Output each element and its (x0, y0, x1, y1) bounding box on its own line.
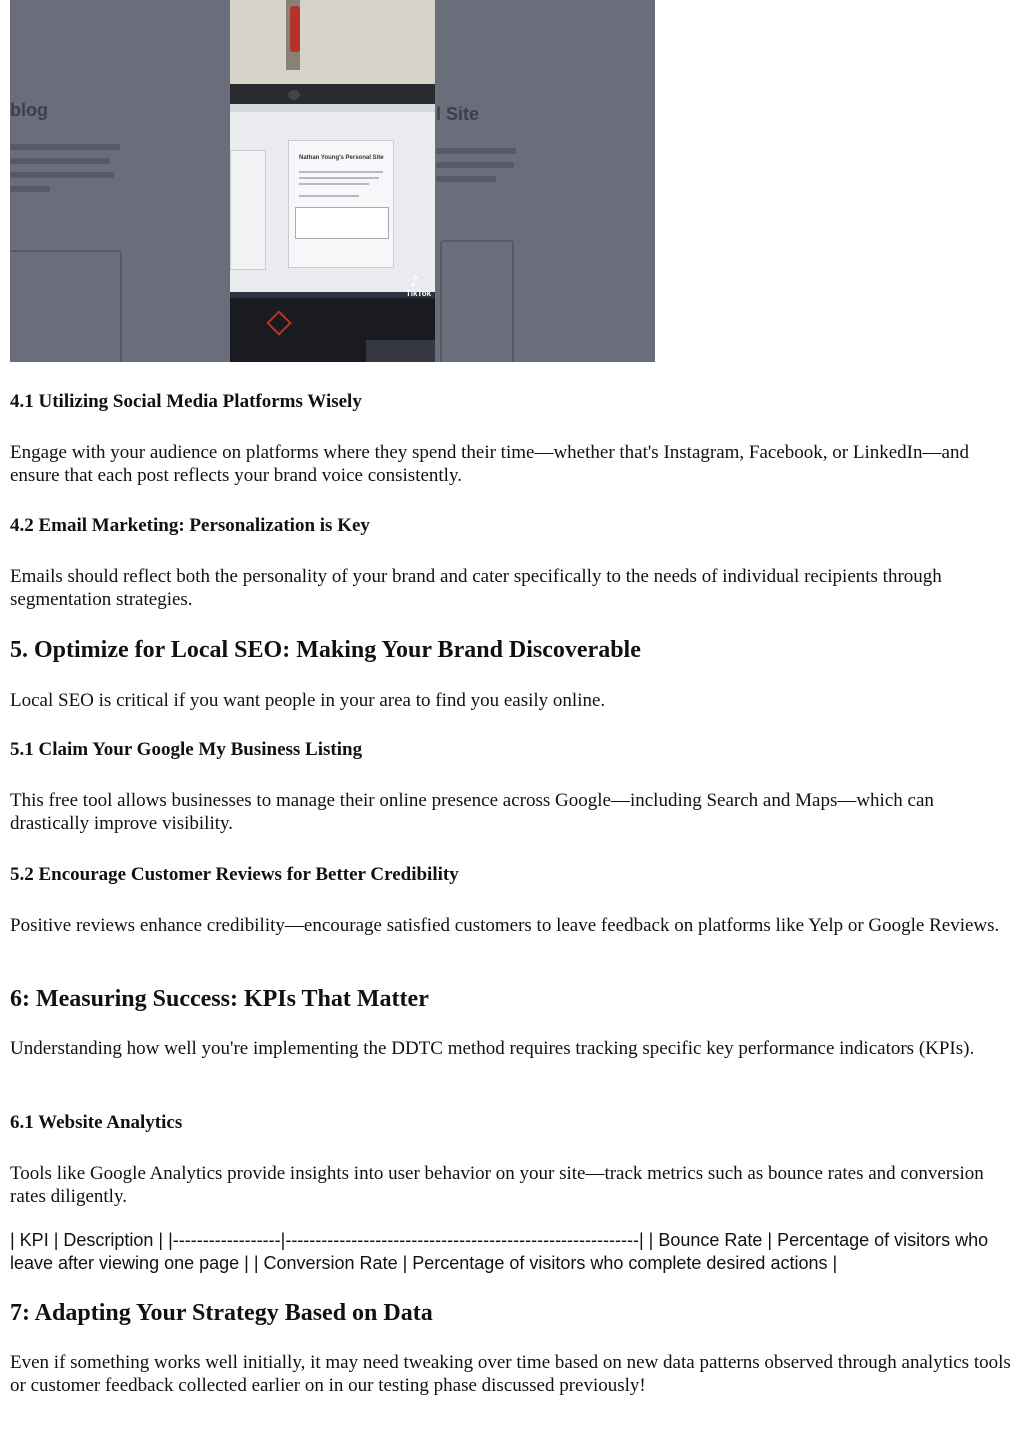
heading-4-1: 4.1 Utilizing Social Media Platforms Wisely (10, 391, 362, 412)
heading-7: 7: Adapting Your Strategy Based on Data (10, 1300, 433, 1326)
screen-site-title: Nathan Young's Personal Site (299, 155, 384, 161)
site-card (288, 140, 394, 268)
card-line (299, 177, 379, 179)
heading-6-1: 6.1 Website Analytics (10, 1112, 183, 1133)
ghost-line (436, 162, 514, 168)
browser-tabbar (230, 104, 435, 112)
ghost-line (10, 186, 50, 192)
heading-4-2: 4.2 Email Marketing: Personalization is Key (10, 515, 370, 536)
heading-5-1: 5.1 Claim Your Google My Business Listing (10, 739, 363, 760)
desk-item (366, 340, 435, 362)
monitor-logo-icon (266, 310, 291, 335)
sidebar-panel (230, 150, 266, 270)
heading-5: 5. Optimize for Local SEO: Making Your Brand Discoverable (10, 637, 641, 663)
paragraph-7: Even if something works well initially, it may need tweaking over time based on new data patterns observed through analytics tools or customer feedback collected earlier on in our testing phase discussed previously! (10, 1352, 1011, 1396)
ghost-blog-title: blog (10, 100, 48, 120)
heading-6: 6: Measuring Success: KPIs That Matter (10, 986, 429, 1012)
paragraph-5: Local SEO is critical if you want people in your area to find you easily online. (10, 690, 606, 711)
webcam-icon (288, 90, 300, 100)
monitor-screen (230, 104, 435, 298)
ghost-line (436, 176, 496, 182)
paragraph-4-2: Emails should reflect both the personality of your brand and cater specifically to the needs of individual recipients through segmentation strategies. (10, 566, 942, 610)
kpi-table-text: | KPI | Description | |------------------|-----------------------------------------------------------| | Bounce Rate | Percentage of visitors who leave after viewing one page | | Conversion Rate | Percentage of visitors who complete desired actions | (10, 1230, 989, 1273)
paragraph-5-2: Positive reviews enhance credibility—encourage satisfied customers to leave feedback on platforms like Yelp or Google Reviews. (10, 915, 1000, 936)
tiktok-note-icon: ♪ (410, 272, 420, 290)
rod-grip (290, 6, 300, 52)
card-line (299, 195, 359, 197)
phone-recording (230, 0, 435, 362)
ghost-card (10, 250, 122, 362)
taskbar (230, 292, 435, 298)
address-field (295, 207, 389, 239)
paragraph-5-1: This free tool allows businesses to manage their online presence across Google—including Search and Maps—which can drastically improve visibility. (10, 790, 934, 834)
ghost-line (10, 144, 120, 150)
video-screenshot-image (10, 0, 655, 362)
ghost-line (10, 172, 114, 178)
article (10, 0, 1016, 1396)
card-line (299, 171, 383, 173)
paragraph-4-1: Engage with your audience on platforms where they spend their time—whether that's Instagram, Facebook, or LinkedIn—and ensure that each post reflects your brand voice consistently. (10, 442, 969, 486)
ghost-line (10, 158, 110, 164)
heading-5-2: 5.2 Encourage Customer Reviews for Better Credibility (10, 864, 459, 885)
tiktok-watermark: TikTok (406, 289, 432, 298)
paragraph-6: Understanding how well you're implementing the DDTC method requires tracking specific key performance indicators (KPIs). (10, 1038, 975, 1059)
room-ceiling (230, 0, 435, 88)
monitor-bezel (230, 84, 435, 106)
ghost-card (440, 240, 514, 362)
ghost-line (436, 148, 516, 154)
paragraph-6-1: Tools like Google Analytics provide insights into user behavior on your site—track metrics such as bounce rates and conversion rates diligently. (10, 1163, 984, 1207)
ghost-site-title: l Site (436, 104, 480, 124)
card-line (299, 183, 369, 185)
